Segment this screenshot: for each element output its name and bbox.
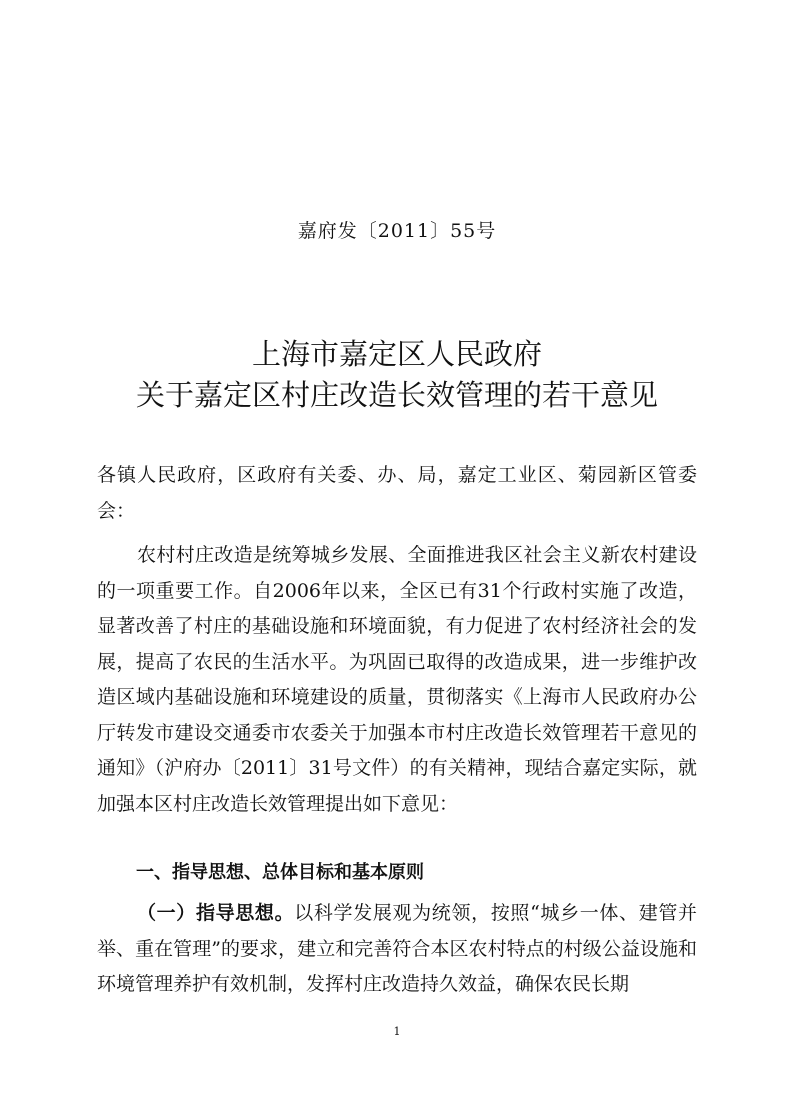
subsection-text: 以科学发展观为统领，按照“城乡一体、建管并举、重在管理”的要求，建立和完善符合本区农村特点的村级公益设施和环境管理养护有效机制，发挥村庄改造持久效益，确保农民长期	[97, 902, 697, 995]
page-number: 1	[393, 1025, 401, 1038]
document-title-line-2: 关于嘉定区村庄改造长效管理的若干意见	[135, 378, 658, 412]
document-number: 嘉府发〔2011〕55号	[297, 220, 497, 242]
intro-paragraph: 农村村庄改造是统筹城乡发展、全面推进我区社会主义新农村建设的一项重要工作。自2006年以来，全区已有31个行政村实施了改造，显著改善了村庄的基础设施和环境面貌，有力促进了农村经济社会的发展，提高了农民的生活水平。为巩固已取得的改造成果，进一步维护改造区域内基础设施和环境建设的质量，贯彻落实《上海市人民政府办公厅转发市建设交通委市农委关于加强本市村庄改造长效管理若干意见的通知》（沪府办〔2011〕31号文件）的有关精神，现结合嘉定实际，就加强本区村庄改造长效管理提出如下意见：	[97, 544, 697, 815]
subsection-label: （一）指导思想。	[137, 902, 295, 924]
addressee-paragraph: 各镇人民政府，区政府有关委、办、局，嘉定工业区、菊园新区管委会：	[97, 464, 697, 522]
document-title-line-1: 上海市嘉定区人民政府	[251, 337, 542, 371]
section-heading-1: 一、指导思想、总体目标和基本原则	[136, 862, 424, 883]
guiding-principle-paragraph	[97, 896, 697, 1003]
